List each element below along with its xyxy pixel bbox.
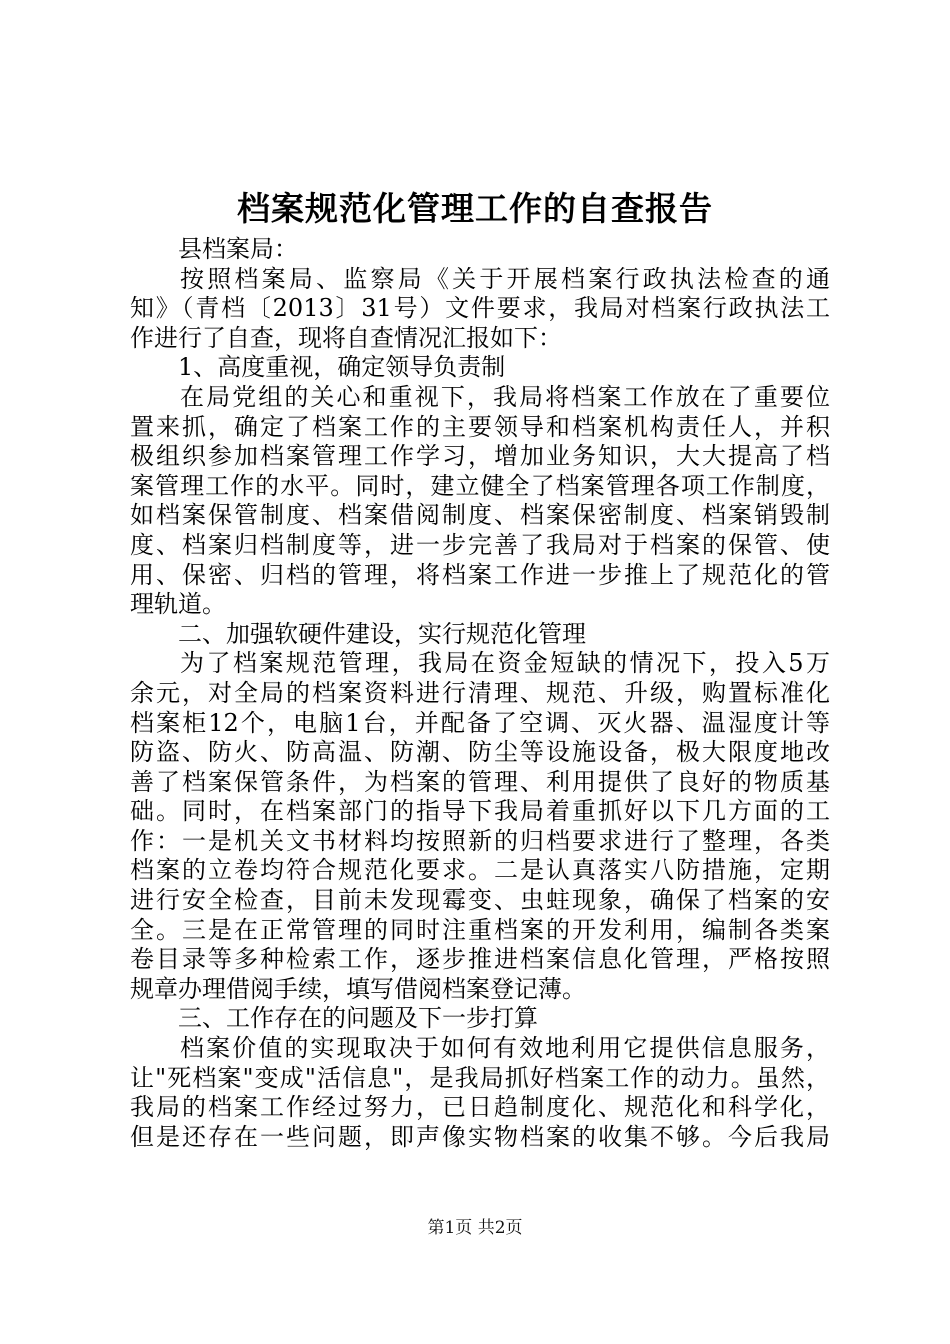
text-line: 县档案局： bbox=[178, 235, 298, 263]
text-line: 1、高度重视，确定领导负责制 bbox=[178, 353, 506, 382]
text-line: 档案柜12个，电脑1台，并配备了空调、灭火器、温湿度计等 bbox=[130, 708, 830, 737]
text-line: 档案价值的实现取决于如何有效地利用它提供信息服务， bbox=[180, 1034, 830, 1063]
text-line: 作：一是机关文书材料均按照新的归档要求进行了整理，各类 bbox=[130, 826, 830, 855]
page-footer: 第1页 共2页 bbox=[427, 1218, 523, 1238]
text-line: 余元，对全局的档案资料进行清理、规范、升级，购置标准化 bbox=[130, 678, 830, 707]
text-line: 础。同时，在档案部门的指导下我局着重抓好以下几方面的工 bbox=[130, 797, 830, 826]
text-line: 进行安全检查，目前未发现霉变、虫蛀现象，确保了档案的安 bbox=[130, 886, 830, 915]
text-line: 卷目录等多种检索工作，逐步推进档案信息化管理，严格按照 bbox=[130, 945, 830, 974]
text-line: 知》（青档〔2013〕31号）文件要求，我局对档案行政执法工 bbox=[130, 294, 830, 323]
text-line: 防盗、防火、防高温、防潮、防尘等设施设备，极大限度地改 bbox=[130, 738, 830, 767]
text-line: 在局党组的关心和重视下，我局将档案工作放在了重要位 bbox=[180, 382, 830, 411]
document-title: 档案规范化管理工作的自查报告 bbox=[237, 189, 713, 228]
text-line: 全。三是在正常管理的同时注重档案的开发利用，编制各类案 bbox=[130, 915, 830, 944]
text-line: 用、保密、归档的管理，将档案工作进一步推上了规范化的管 bbox=[130, 560, 830, 589]
text-line: 档案的立卷均符合规范化要求。二是认真落实八防措施，定期 bbox=[130, 856, 830, 885]
text-line: 作进行了自查，现将自查情况汇报如下： bbox=[130, 323, 562, 352]
text-line: 理轨道。 bbox=[130, 590, 226, 619]
text-line: 但是还存在一些问题，即声像实物档案的收集不够。今后我局 bbox=[130, 1122, 830, 1151]
text-line: 善了档案保管条件，为档案的管理、利用提供了良好的物质基 bbox=[130, 767, 830, 796]
document-body bbox=[130, 235, 830, 1152]
text-line: 我局的档案工作经过努力，已日趋制度化、规范化和科学化， bbox=[130, 1093, 830, 1122]
text-line: 置来抓，确定了档案工作的主要领导和档案机构责任人，并积 bbox=[130, 412, 830, 441]
text-line: 案管理工作的水平。同时，建立健全了档案管理各项工作制度， bbox=[130, 471, 830, 500]
text-line: 二、加强软硬件建设，实行规范化管理 bbox=[178, 619, 586, 648]
text-line: 规章办理借阅手续，填写借阅档案登记薄。 bbox=[130, 974, 586, 1003]
text-line: 如档案保管制度、档案借阅制度、档案保密制度、档案销毁制 bbox=[130, 501, 830, 530]
text-line: 三、工作存在的问题及下一步打算 bbox=[178, 1004, 538, 1033]
text-line: 为了档案规范管理，我局在资金短缺的情况下，投入5万 bbox=[180, 649, 830, 678]
text-line: 度、档案归档制度等，进一步完善了我局对于档案的保管、使 bbox=[130, 530, 830, 559]
text-line: 极组织参加档案管理工作学习，增加业务知识，大大提高了档 bbox=[130, 442, 830, 471]
text-line: 按照档案局、监察局《关于开展档案行政执法检查的通 bbox=[180, 264, 830, 293]
text-line: 让"死档案"变成"活信息"，是我局抓好档案工作的动力。虽然， bbox=[130, 1063, 830, 1092]
